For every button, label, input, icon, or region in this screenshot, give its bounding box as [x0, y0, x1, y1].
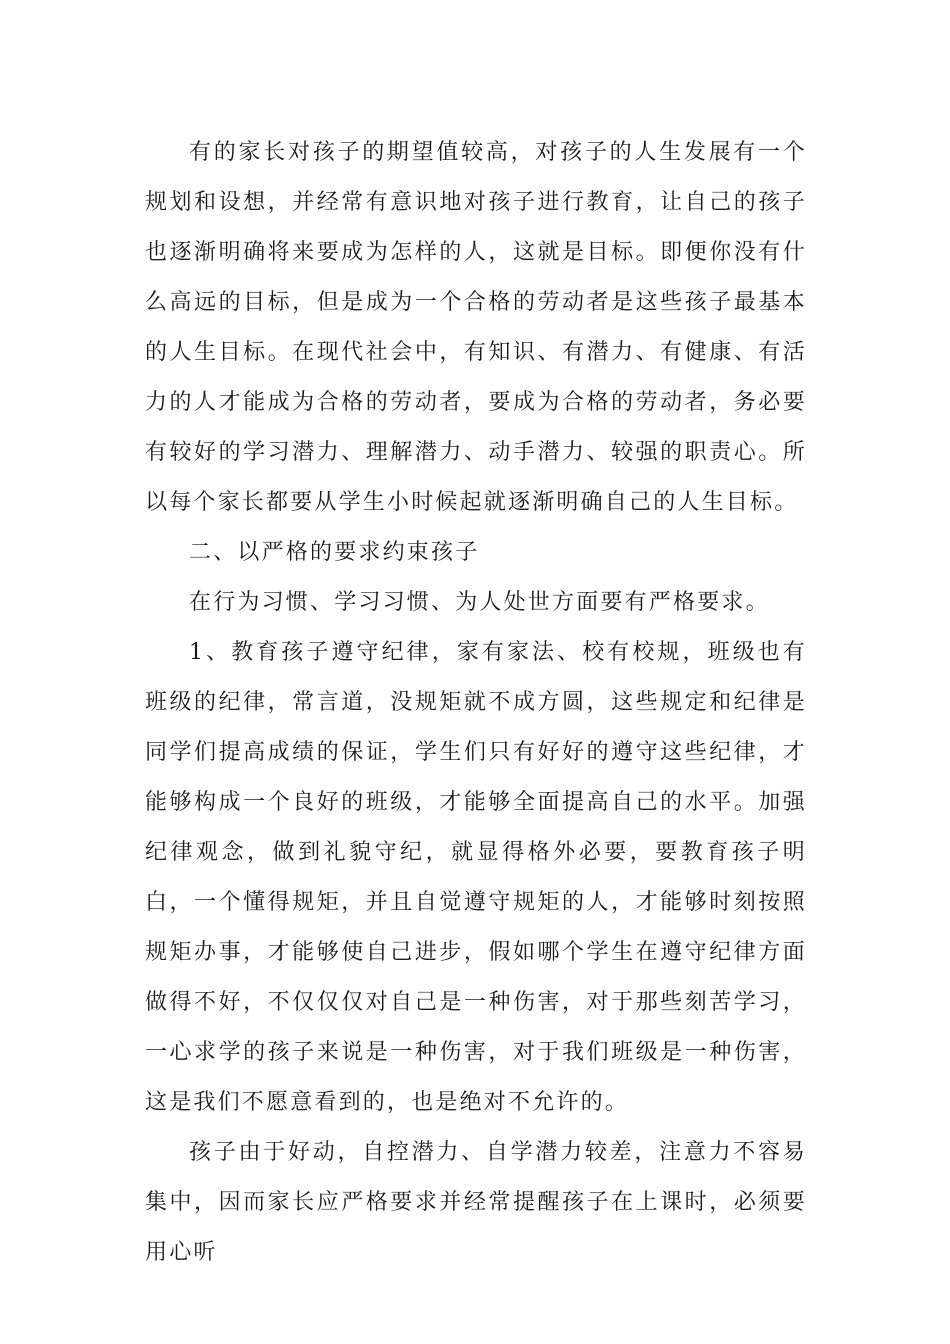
paragraph-goals: 有的家长对孩子的期望值较高，对孩子的人生发展有一个规划和设想，并经常有意识地对孩子进行教育，让自己的孩子也逐渐明确将来要成为怎样的人，这就是目标。即便你没有什么高远的目标，但是成为一个合格的劳动者是这些孩子最基本的人生目标。在现代社会中，有知识、有潜力、有健康、有活力的人才能成为合格的劳动者，要成为合格的劳动者，务必要有较好的学习潜力、理解潜力、动手潜力、较强的职责心。所以每个家长都要从学生小时候起就逐渐明确自己的人生目标。: [145, 140, 807, 515]
paragraph-attention: 孩子由于好动，自控潜力、自学潜力较差，注意力不容易集中，因而家长应严格要求并经常提醒孩子在上课时，必须要用心听: [145, 1140, 807, 1265]
section-heading: 二、以严格的要求约束孩子: [189, 540, 480, 565]
document-body: [145, 128, 807, 1278]
paragraph-requirements: 在行为习惯、学习习惯、为人处世方面要有严格要求。: [189, 590, 770, 615]
paragraph-discipline: 1、教育孩子遵守纪律，家有家法、校有校规，班级也有班级的纪律，常言道，没规矩就不成方圆，这些规定和纪律是同学们提高成绩的保证，学生们只有好好的遵守这些纪律，才能够构成一个良好的班级，才能够全面提高自己的水平。加强纪律观念，做到礼貌守纪，就显得格外必要，要教育孩子明白，一个懂得规矩，并且自觉遵守规矩的人，才能够时刻按照规矩办事，才能够使自己进步，假如哪个学生在遵守纪律方面做得不好，不仅仅仅对自己是一种伤害，对于那些刻苦学习，一心求学的孩子来说是一种伤害，对于我们班级是一种伤害，这是我们不愿意看到的，也是绝对不允许的。: [145, 640, 807, 1115]
